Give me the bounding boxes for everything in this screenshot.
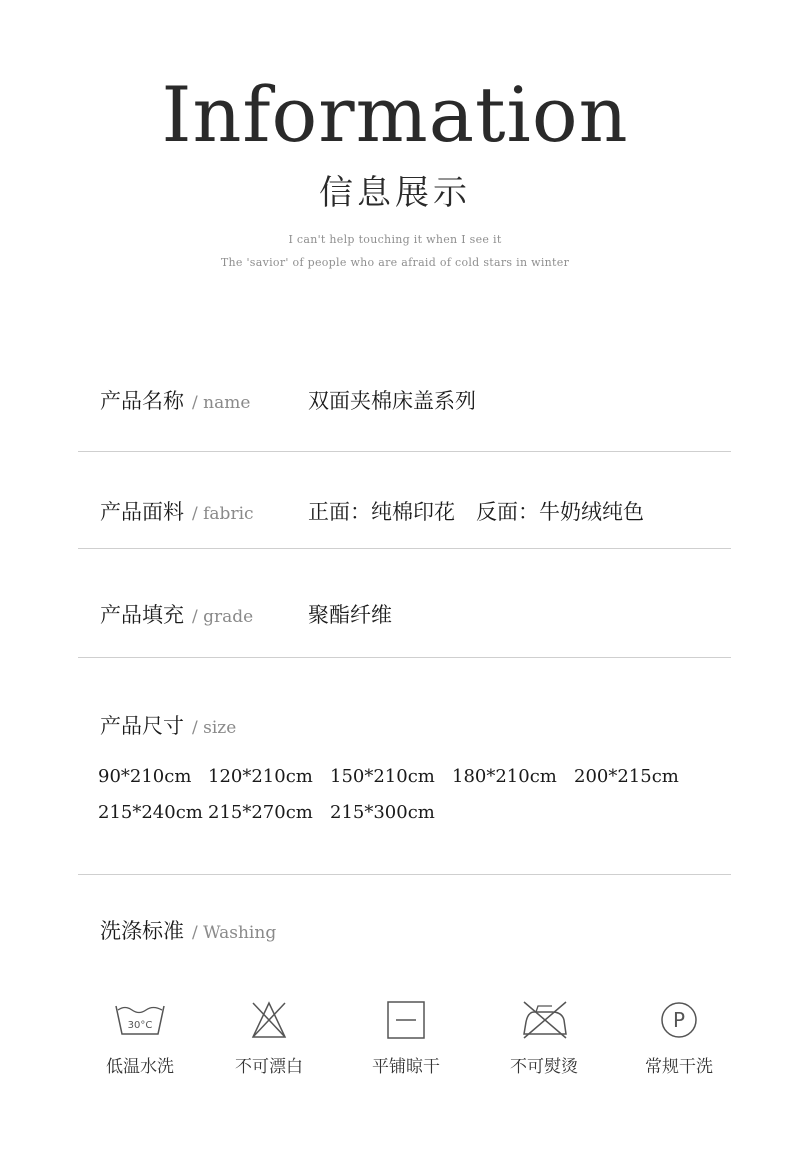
wash-temp-text: 30°C [127,1020,153,1031]
row-name-label-en: / name [192,393,251,413]
row-fabric-label-cn: 产品面料 [100,500,184,524]
row-fabric-label [100,496,254,526]
care-item-low-temp-wash [85,1000,195,1077]
dry-clean-letter: P [672,1008,686,1032]
care-label: 低温水洗 [106,1057,174,1077]
size-item: 120*210cm [208,766,313,787]
no-iron-icon [516,1000,572,1040]
size-item: 180*210cm [452,766,557,787]
row-size-label-cn: 产品尺寸 [100,714,184,738]
header-subtitle: 信息展示 [319,173,471,213]
row-name-label-cn: 产品名称 [100,389,184,413]
care-label: 平铺晾干 [372,1057,440,1077]
tagline-2: The 'savior' of people who are afraid of cold stars in winter [220,256,570,269]
care-label: 不可熨烫 [510,1057,578,1077]
row-name-label [100,385,250,415]
care-item-no-bleach [214,1000,324,1077]
size-item: 150*210cm [330,766,435,787]
row-grade-value: 聚酯纤维 [308,603,392,627]
row-fabric-label-en: / fabric [192,504,254,524]
care-item-dry-flat [351,1000,461,1077]
wash-30-icon [112,1000,168,1040]
row-name-value: 双面夹棉床盖系列 [308,389,476,413]
row-size-label-en: / size [192,718,237,738]
row-fabric-value: 正面：纯棉印花 反面：牛奶绒纯色 [308,500,644,524]
size-item: 200*215cm [574,766,679,787]
divider [78,548,731,549]
row-size-label [100,710,236,740]
header-title: Information [161,70,629,159]
size-item: 215*240cm [98,802,203,823]
care-label: 不可漂白 [235,1057,303,1077]
divider [78,874,731,875]
care-item-dry-clean [624,1000,734,1077]
row-washing-label [100,915,276,945]
dry-clean-p-icon [651,1000,707,1040]
no-bleach-icon [241,1000,297,1040]
row-grade-label [100,599,253,629]
size-item: 215*300cm [330,802,435,823]
size-line-2 [98,802,435,823]
divider [78,451,731,452]
size-line-1 [98,766,679,787]
row-grade-label-en: / grade [192,607,254,627]
row-washing-label-cn: 洗涤标准 [100,919,184,943]
care-label: 常规干洗 [645,1057,713,1077]
tagline-1: I can't help touching it when I see it [288,233,502,246]
size-item: 90*210cm [98,766,192,787]
care-item-no-iron [489,1000,599,1077]
divider [78,657,731,658]
row-washing-label-en: / Washing [192,923,277,943]
size-item: 215*270cm [208,802,313,823]
row-grade-label-cn: 产品填充 [100,603,184,627]
dry-flat-icon [378,1000,434,1040]
